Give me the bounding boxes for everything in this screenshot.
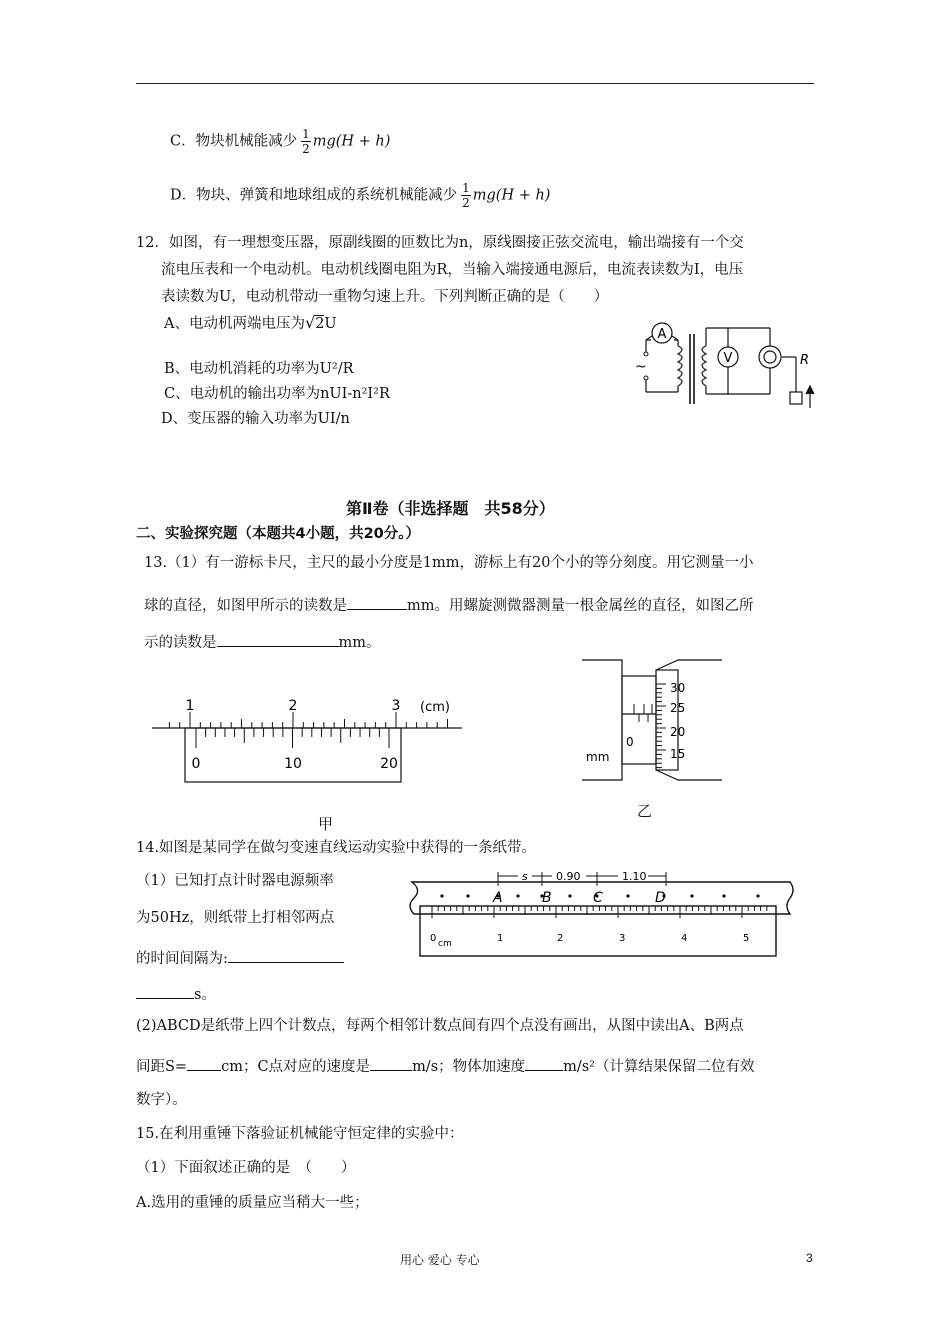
micrometer-caption: 乙 (637, 802, 653, 820)
q14-p1-line1: （1）已知打点计时器电源频率 (136, 873, 334, 889)
tape-s-label: s (522, 870, 528, 883)
footer-text: 用心 爱心 专心 (400, 1253, 480, 1267)
q12-option-a (164, 315, 337, 332)
thimble-label: 15 (670, 747, 686, 761)
micrometer-unit: mm (586, 750, 610, 764)
ruler-label: 1 (497, 933, 504, 944)
q15-line2: （1）下面叙述正确的是 （ ） (136, 1160, 356, 1176)
point-a-label: A (493, 890, 503, 906)
q11-d-expr: mg(H + h) (472, 187, 551, 204)
q12-line3: 表读数为U，电动机带动一重物匀速上升。下列判断正确的是（ ） (161, 289, 609, 305)
main-scale-label: 1 (185, 698, 195, 714)
micrometer-answer-blank[interactable] (217, 632, 339, 647)
transformer-circuit-diagram (630, 318, 820, 414)
resistor-label: R (800, 353, 810, 368)
q13-line3-b: mm。 (338, 635, 381, 651)
ruler-unit: cm (438, 939, 452, 949)
ruler-label: 2 (557, 933, 564, 944)
micrometer-zero-label: 0 (626, 735, 634, 749)
ammeter-label: A (657, 327, 667, 342)
sqrt-arg: 2 (315, 316, 325, 332)
q14-p1-line2: 为50Hz，则纸带上打相邻两点 (136, 910, 335, 926)
q14-line1: 14.如图是某同学在做匀变速直线运动实验中获得的一条纸带。 (136, 840, 537, 856)
caliper-answer-blank[interactable] (347, 595, 407, 610)
acceleration-answer-blank[interactable] (525, 1056, 563, 1071)
q14-p2-l2a: 间距S= (136, 1059, 188, 1075)
q14-p2-line1: (2)ABCD是纸带上四个计数点，每两个相邻计数点间有四个点没有画出，从图中读出A、B两点 (136, 1018, 744, 1034)
q12-option-b: B、电动机消耗的功率为U²/R (164, 361, 354, 377)
q13-line3-a: 示的读数是 (144, 635, 217, 651)
caliper-caption: 甲 (318, 815, 334, 833)
section-subtitle: 二、实验探究题（本题共4小题，共20分。） (136, 526, 421, 542)
q13-line2 (144, 595, 754, 614)
up-arrow-icon (806, 386, 814, 408)
ac-source-icon: ~ (635, 359, 647, 375)
tape-dot (516, 894, 519, 897)
q11-option-d (170, 182, 550, 209)
fraction (461, 182, 471, 209)
tape-dot (626, 894, 629, 897)
tape-dot (722, 894, 725, 897)
q13-line2-a: 球的直径，如图甲所示的读数是 (144, 598, 347, 614)
q11-d-text: D．物块、弹簧和地球组成的系统机械能减少 (170, 187, 458, 204)
voltmeter-label: V (723, 351, 733, 366)
ruler-label: 0 (430, 933, 437, 944)
q15-line1: 15.在利用重锤下落验证机械能守恒定律的实验中： (136, 1126, 464, 1142)
point-d-label: D (655, 890, 666, 906)
q14-p1-suffix: s。 (194, 987, 216, 1003)
section-title: 第Ⅱ卷（非选择题 共58分） (346, 499, 555, 518)
q11-c-text: C．物块机械能减少 (170, 133, 298, 150)
tape-dot (690, 894, 693, 897)
tape-dot (440, 894, 443, 897)
velocity-answer-blank[interactable] (370, 1056, 412, 1071)
distance-answer-blank[interactable] (187, 1056, 221, 1071)
main-scale-label: 2 (288, 698, 298, 714)
q14-p1-line3 (136, 948, 344, 967)
q12-line1: 12．如图，有一理想变压器，原副线圈的匝数比为n，原线圈接正弦交流电，输出端接有一个交 (136, 235, 744, 251)
q12-line2: 流电压表和一个电动机。电动机线圈电阻为R，当输入端接通电源后，电流表读数为I，电压 (161, 262, 744, 278)
q12-a-suffix: U (324, 316, 337, 332)
vernier-label: 0 (191, 756, 201, 772)
q12-option-c: C、电动机的输出功率为nUI-n²I²R (164, 386, 390, 402)
thimble-label: 30 (670, 681, 686, 695)
frac-num: 1 (302, 127, 310, 141)
thimble-label: 20 (670, 725, 686, 739)
interval-answer-blank-2[interactable] (136, 984, 194, 999)
ruler-label: 5 (743, 933, 750, 944)
tape-dot (466, 894, 469, 897)
frac-num: 1 (462, 181, 470, 195)
q15-line3: A.选用的重锤的质量应当稍大一些； (136, 1195, 369, 1211)
paper-tape-diagram (402, 866, 802, 966)
q13-line1: 13.（1）有一游标卡尺，主尺的最小分度是1mm，游标上有20个小的等分刻度。用它测量一小 (144, 555, 754, 571)
point-b-label: B (542, 890, 552, 906)
frac-den: 2 (462, 196, 470, 210)
main-scale-unit: (cm) (420, 700, 450, 715)
q13-line2-b: mm。用螺旋测微器测量一根金属丝的直径，如图乙所 (407, 598, 754, 614)
q14-p2-line3: 数字）。 (136, 1092, 187, 1108)
vernier-label: 10 (284, 756, 302, 772)
q14-p2-l2d: m/s²（计算结果保留二位有效 (563, 1059, 755, 1075)
q11-c-expr: mg(H + h) (312, 133, 391, 150)
thimble-label: 25 (670, 701, 686, 715)
q13-line3 (144, 632, 381, 651)
vernier-caliper-diagram (150, 692, 470, 792)
ruler-label: 4 (681, 933, 688, 944)
main-scale-label: 3 (391, 698, 401, 714)
frac-den: 2 (302, 142, 310, 156)
q14-p2-l2b: cm；C点对应的速度是 (221, 1059, 371, 1075)
q12-a-text: A、电动机两端电压为 (164, 316, 305, 332)
q14-p1-line4 (136, 984, 216, 1003)
q14-p2-line2 (136, 1056, 755, 1075)
header-rule (136, 83, 814, 84)
micrometer-diagram (582, 656, 762, 816)
tape-dot (568, 894, 571, 897)
tape-dot (756, 894, 759, 897)
q12-option-d: D、变压器的输入功率为UI/n (161, 411, 350, 427)
q14-p2-l2c: m/s；物体加速度 (412, 1059, 526, 1075)
point-c-label: C (593, 890, 603, 906)
q14-p1-line3-text: 的时间间隔为: (136, 951, 228, 967)
fraction (301, 128, 311, 155)
page-number: 3 (806, 1251, 813, 1265)
vernier-label: 20 (380, 756, 398, 772)
sqrt-icon: √ (304, 313, 316, 332)
tape-090-label: 0.90 (556, 870, 581, 883)
ruler-label: 3 (619, 933, 626, 944)
tape-110-label: 1.10 (622, 870, 647, 883)
q11-option-c (170, 128, 390, 155)
interval-answer-blank[interactable] (228, 948, 344, 963)
